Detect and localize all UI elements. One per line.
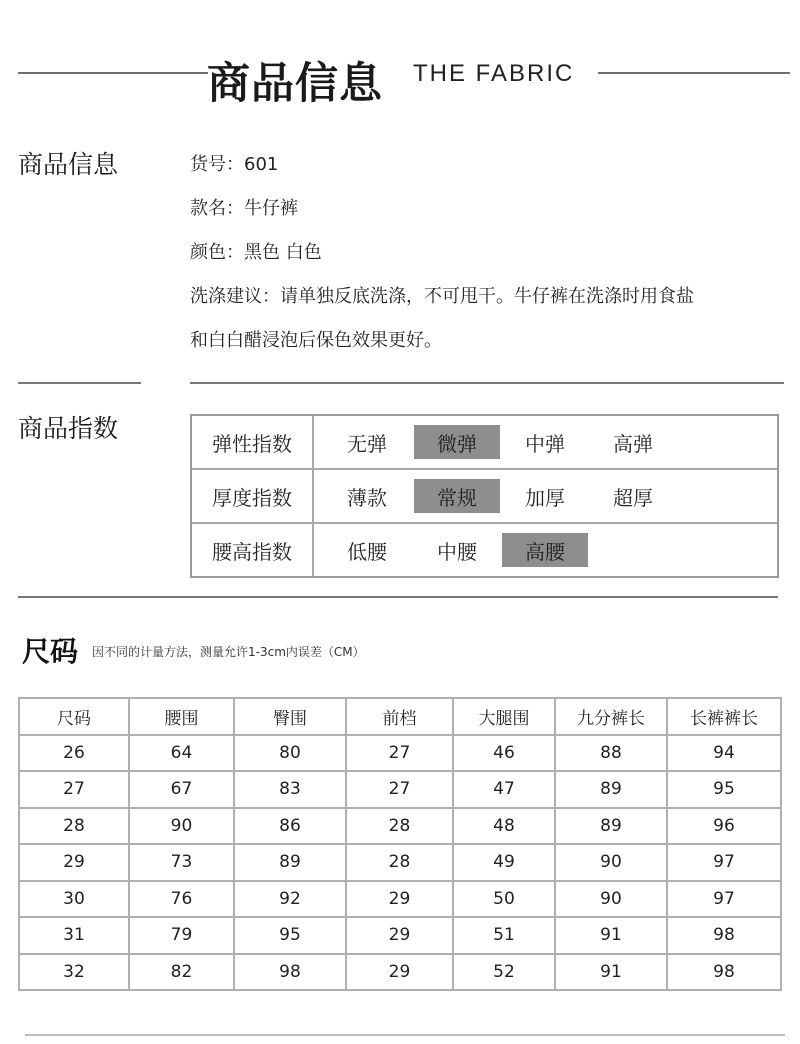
index-row-elasticity xyxy=(192,416,777,470)
option-high-waist-selected: 高腰 xyxy=(502,533,588,567)
table-row xyxy=(19,881,781,918)
cell: 90 xyxy=(555,881,667,918)
product-info-label: 商品信息 xyxy=(18,150,119,179)
divider-full xyxy=(18,596,778,598)
table-row xyxy=(19,844,781,881)
cell: 95 xyxy=(667,771,781,808)
divider-bottom xyxy=(25,1034,785,1036)
cell: 49 xyxy=(453,844,555,881)
header-subtitle: THE FABRIC xyxy=(413,60,575,87)
info-sku: 货号：601 xyxy=(190,154,279,175)
cell: 80 xyxy=(234,735,346,772)
cell: 28 xyxy=(346,808,453,845)
cell: 98 xyxy=(667,954,781,991)
option-extra-thick: 超厚 xyxy=(613,485,653,510)
header-cell: 大腿围 xyxy=(453,698,555,735)
size-note: 因不同的计量方法，测量允许1-3cm内误差（CM） xyxy=(92,645,365,659)
cell: 79 xyxy=(129,917,234,954)
table-row xyxy=(19,917,781,954)
cell: 29 xyxy=(346,881,453,918)
option-high: 高弹 xyxy=(613,431,653,456)
size-title: 尺码 xyxy=(22,635,79,668)
size-table-header xyxy=(19,698,781,735)
header-cell: 前档 xyxy=(346,698,453,735)
cell: 67 xyxy=(129,771,234,808)
option-regular-selected: 常规 xyxy=(414,479,500,513)
cell: 48 xyxy=(453,808,555,845)
index-row-name: 弹性指数 xyxy=(192,416,314,468)
cell: 31 xyxy=(19,917,129,954)
cell: 46 xyxy=(453,735,555,772)
cell: 28 xyxy=(346,844,453,881)
cell: 92 xyxy=(234,881,346,918)
cell: 89 xyxy=(555,771,667,808)
table-row xyxy=(19,735,781,772)
info-wash-line-2: 和白白醋浸泡后保色效果更好。 xyxy=(190,330,442,351)
cell: 47 xyxy=(453,771,555,808)
cell: 29 xyxy=(346,954,453,991)
index-row-thickness xyxy=(192,470,777,524)
header-line-left xyxy=(18,72,208,74)
cell: 28 xyxy=(19,808,129,845)
cell: 90 xyxy=(555,844,667,881)
divider-left xyxy=(18,382,141,384)
cell: 50 xyxy=(453,881,555,918)
header-cell: 臀围 xyxy=(234,698,346,735)
cell: 83 xyxy=(234,771,346,808)
info-style: 款名：牛仔裤 xyxy=(190,198,298,219)
cell: 51 xyxy=(453,917,555,954)
header-line-right xyxy=(598,72,790,74)
cell: 27 xyxy=(19,771,129,808)
cell: 82 xyxy=(129,954,234,991)
cell: 86 xyxy=(234,808,346,845)
cell: 96 xyxy=(667,808,781,845)
cell: 26 xyxy=(19,735,129,772)
cell: 88 xyxy=(555,735,667,772)
option-low-waist: 低腰 xyxy=(347,539,387,564)
size-table xyxy=(18,697,782,991)
cell: 89 xyxy=(555,808,667,845)
option-slight-selected: 微弹 xyxy=(414,425,500,459)
info-color: 颜色：黑色 白色 xyxy=(190,242,322,263)
option-none: 无弹 xyxy=(347,431,387,456)
cell: 91 xyxy=(555,917,667,954)
table-row xyxy=(19,808,781,845)
header-cell: 尺码 xyxy=(19,698,129,735)
header-cell: 九分裤长 xyxy=(555,698,667,735)
cell: 97 xyxy=(667,844,781,881)
option-mid-waist: 中腰 xyxy=(437,539,477,564)
cell: 27 xyxy=(346,735,453,772)
cell: 29 xyxy=(346,917,453,954)
index-table xyxy=(190,414,779,578)
cell: 73 xyxy=(129,844,234,881)
info-wash-line-1: 洗涤建议：请单独反底洗涤，不可甩干。牛仔裤在洗涤时用食盐 xyxy=(190,286,694,307)
header-title: 商品信息 xyxy=(207,59,383,109)
index-row-name: 厚度指数 xyxy=(192,470,314,522)
cell: 97 xyxy=(667,881,781,918)
table-row xyxy=(19,954,781,991)
cell: 90 xyxy=(129,808,234,845)
option-thin: 薄款 xyxy=(347,485,387,510)
option-thick: 加厚 xyxy=(525,485,565,510)
cell: 30 xyxy=(19,881,129,918)
indices-label: 商品指数 xyxy=(18,414,119,443)
cell: 94 xyxy=(667,735,781,772)
cell: 29 xyxy=(19,844,129,881)
header-cell: 长裤裤长 xyxy=(667,698,781,735)
cell: 52 xyxy=(453,954,555,991)
cell: 98 xyxy=(234,954,346,991)
cell: 89 xyxy=(234,844,346,881)
cell: 98 xyxy=(667,917,781,954)
cell: 64 xyxy=(129,735,234,772)
cell: 95 xyxy=(234,917,346,954)
option-medium: 中弹 xyxy=(525,431,565,456)
table-row xyxy=(19,771,781,808)
cell: 91 xyxy=(555,954,667,991)
header-cell: 腰围 xyxy=(129,698,234,735)
index-row-name: 腰高指数 xyxy=(192,524,314,576)
divider-right xyxy=(190,382,784,384)
cell: 27 xyxy=(346,771,453,808)
index-row-waist xyxy=(192,524,777,576)
cell: 76 xyxy=(129,881,234,918)
cell: 32 xyxy=(19,954,129,991)
